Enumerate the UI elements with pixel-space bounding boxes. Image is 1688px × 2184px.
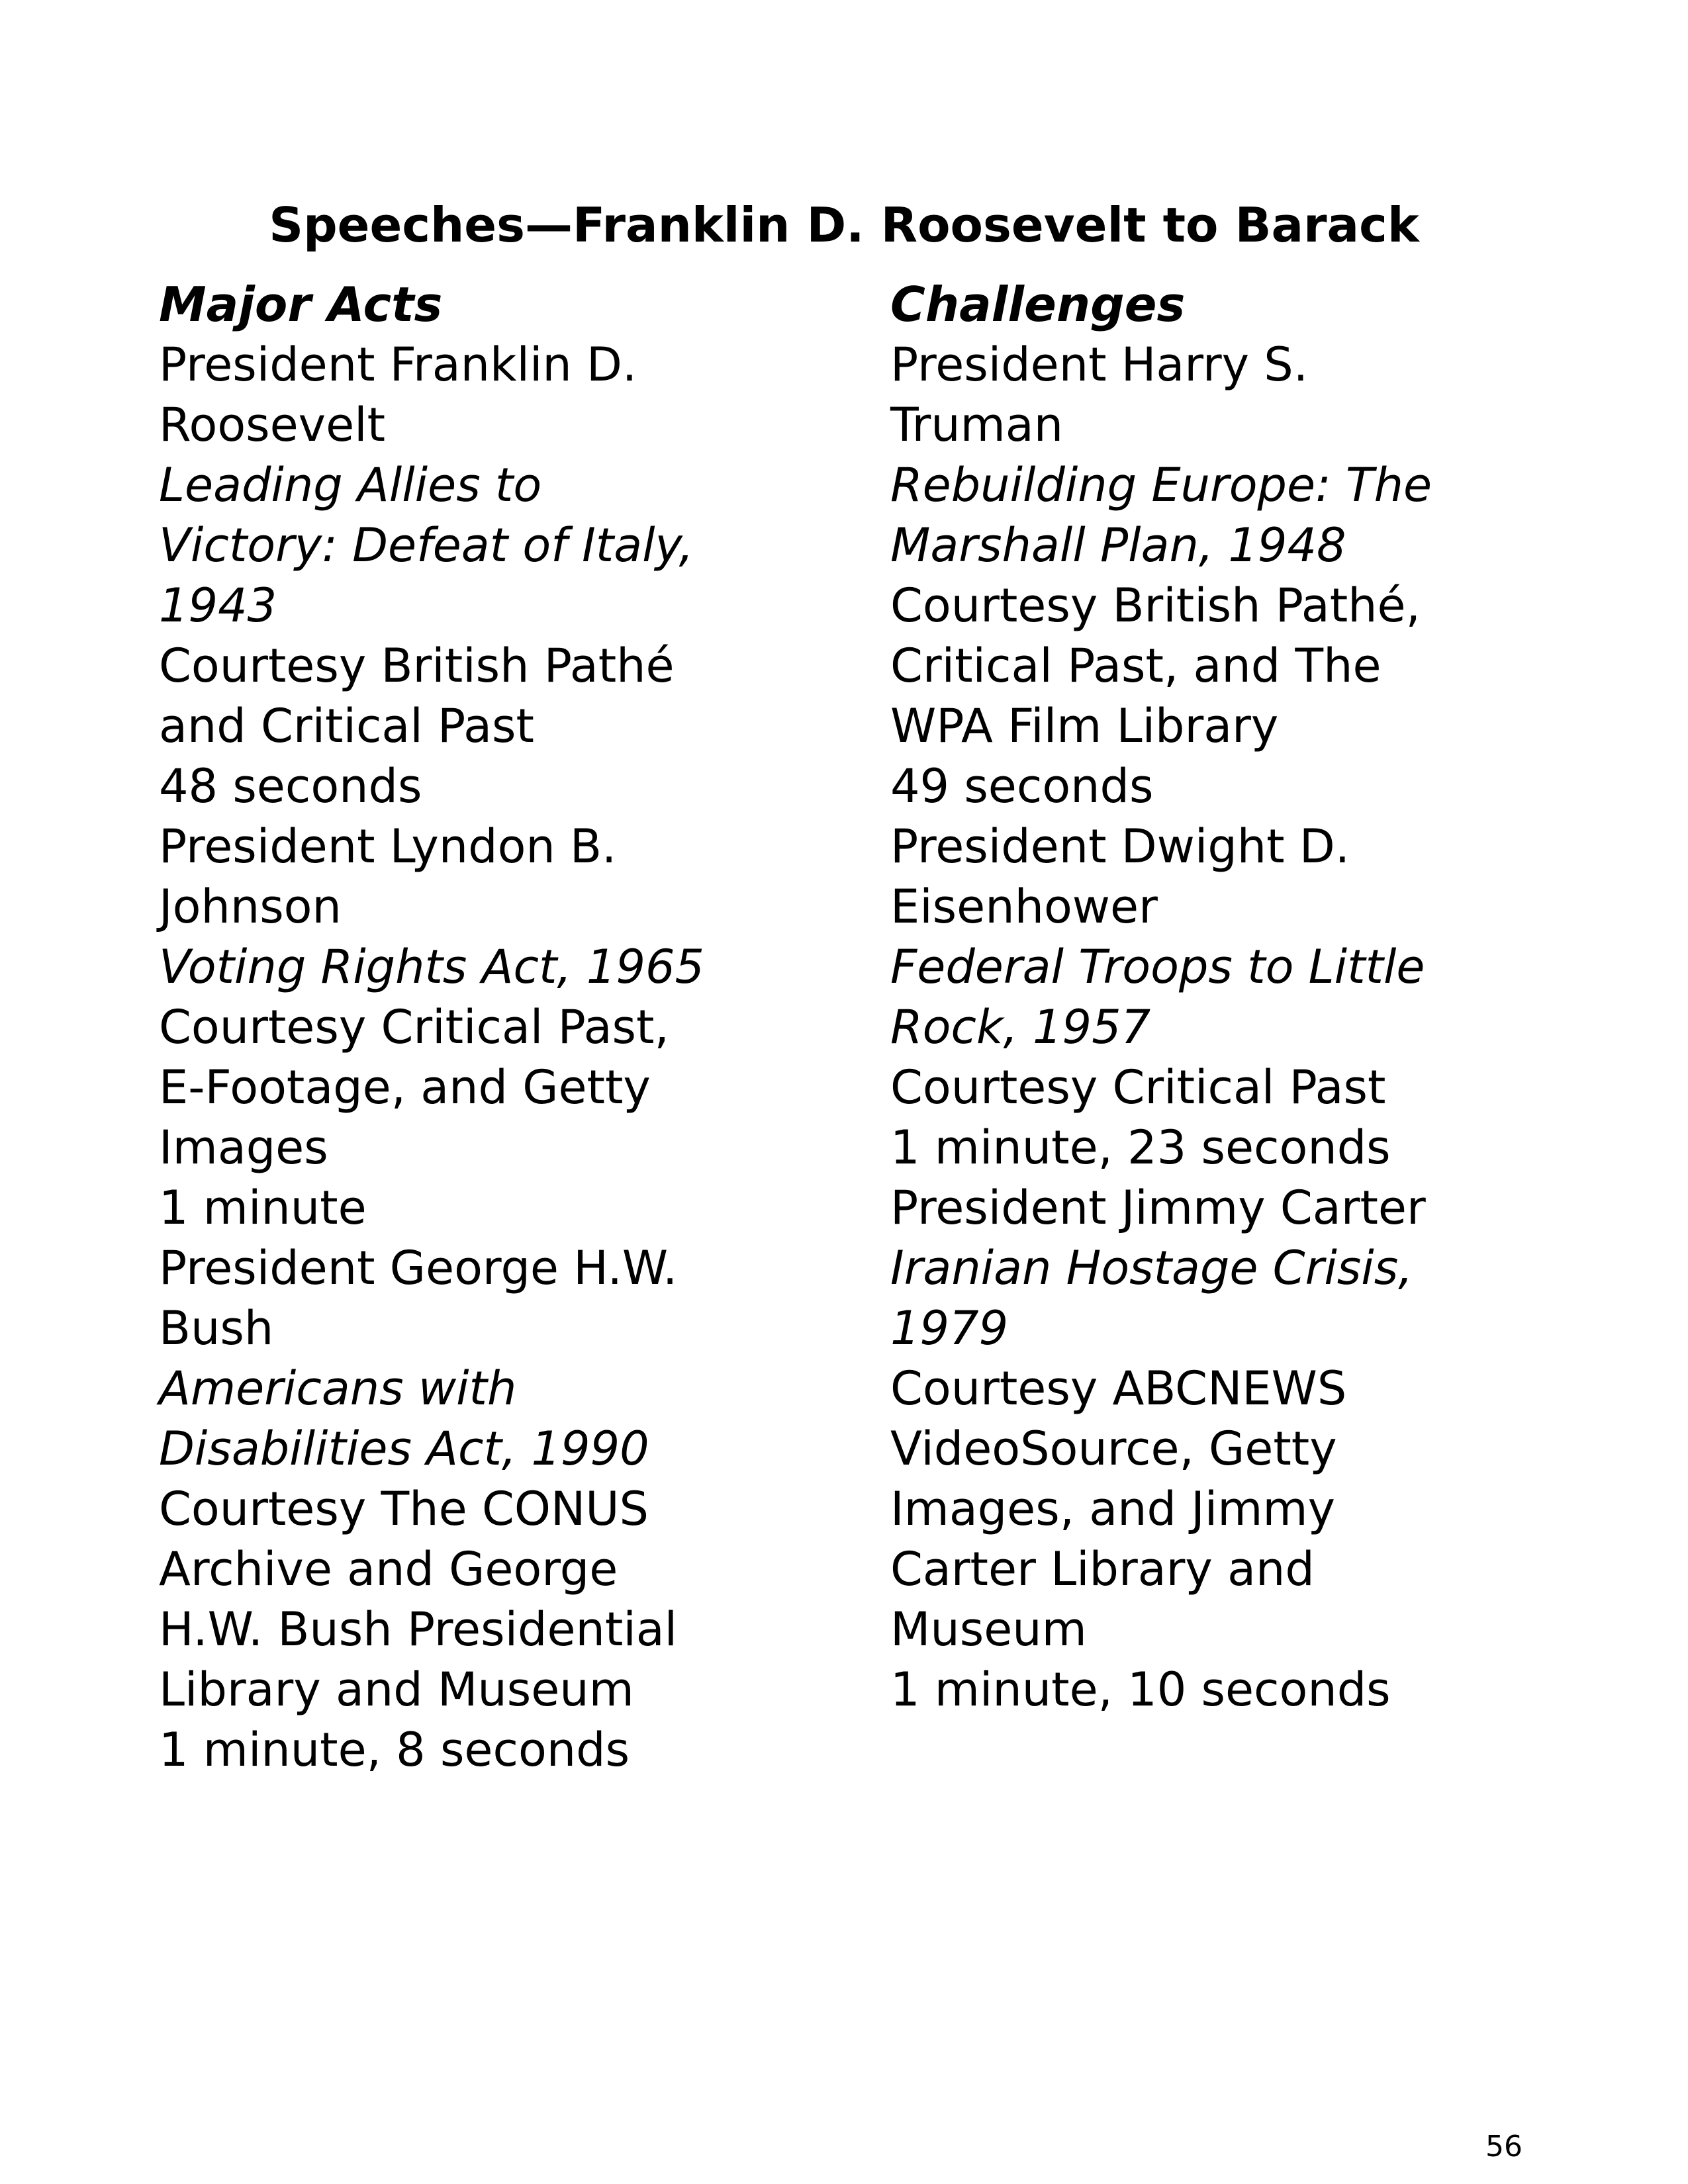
speech-courtesy: Courtesy ABCNEWS xyxy=(890,1361,1347,1416)
speech-title: Marshall Plan, 1948 xyxy=(890,518,1346,572)
speech-president: President Dwight D. xyxy=(890,819,1350,874)
speech-courtesy: Museum xyxy=(890,1602,1087,1657)
major-acts-column xyxy=(159,275,834,1780)
speech-courtesy: Library and Museum xyxy=(159,1662,634,1717)
speech-courtesy: H.W. Bush Presidential xyxy=(159,1602,678,1657)
speech-title: 1979 xyxy=(890,1301,1009,1355)
speech-title: Rock, 1957 xyxy=(890,1000,1151,1054)
speech-courtesy: Courtesy British Pathé, xyxy=(890,578,1421,633)
speech-duration: 1 minute xyxy=(159,1181,367,1235)
speech-duration: 1 minute, 10 seconds xyxy=(890,1662,1391,1717)
speech-courtesy: Courtesy Critical Past xyxy=(890,1060,1386,1115)
speech-duration: 49 seconds xyxy=(890,759,1154,813)
speech-title: Voting Rights Act, 1965 xyxy=(159,940,705,994)
speech-courtesy: Courtesy Critical Past, xyxy=(159,1000,669,1054)
speech-courtesy: WPA Film Library xyxy=(890,699,1279,753)
speech-title: Iranian Hostage Crisis, xyxy=(890,1241,1413,1295)
speech-president: President Harry S. xyxy=(890,338,1308,392)
speech-title: Victory: Defeat of Italy, xyxy=(159,518,694,572)
speech-president: Johnson xyxy=(159,880,342,934)
speech-president: President Lyndon B. xyxy=(159,819,617,874)
speech-president: President George H.W. xyxy=(159,1241,678,1295)
speech-list-major-acts xyxy=(159,335,834,1780)
speech-president: President Jimmy Carter xyxy=(890,1181,1426,1235)
speech-courtesy: Critical Past, and The xyxy=(890,639,1382,693)
speech-courtesy: Carter Library and xyxy=(890,1542,1315,1596)
challenges-column xyxy=(890,275,1566,1720)
speech-courtesy: Courtesy British Pathé xyxy=(159,639,675,693)
speech-duration: 1 minute, 8 seconds xyxy=(159,1723,630,1777)
speech-president: Roosevelt xyxy=(159,398,386,452)
speech-president: Eisenhower xyxy=(890,880,1158,934)
speech-entry xyxy=(890,1178,1566,1720)
page-number: 56 xyxy=(1485,2130,1523,2163)
speech-president: Truman xyxy=(890,398,1064,452)
speech-entry xyxy=(159,817,834,1238)
speech-entry xyxy=(890,335,1566,817)
speech-title: Federal Troops to Little xyxy=(890,940,1425,994)
speech-duration: 1 minute, 23 seconds xyxy=(890,1120,1391,1175)
column-heading-challenges: Challenges xyxy=(890,277,1186,332)
speech-courtesy: VideoSource, Getty xyxy=(890,1422,1337,1476)
column-heading-major-acts: Major Acts xyxy=(159,277,443,332)
speech-list-challenges xyxy=(890,335,1566,1720)
speech-title: 1943 xyxy=(159,578,277,633)
speech-president: Bush xyxy=(159,1301,274,1355)
speech-title: Rebuilding Europe: The xyxy=(890,458,1432,512)
speech-courtesy: Courtesy The CONUS xyxy=(159,1482,649,1536)
speech-title: Leading Allies to xyxy=(159,458,542,512)
speech-courtesy: Images xyxy=(159,1120,328,1175)
speech-title: Disabilities Act, 1990 xyxy=(159,1422,649,1476)
speech-entry xyxy=(159,335,834,817)
speech-courtesy: Archive and George xyxy=(159,1542,618,1596)
page-title: Speeches—Franklin D. Roosevelt to Barack xyxy=(269,197,1419,253)
speech-entry xyxy=(159,1238,834,1780)
speech-entry xyxy=(890,817,1566,1178)
speech-duration: 48 seconds xyxy=(159,759,422,813)
speech-title: Americans with xyxy=(159,1361,517,1416)
speech-president: President Franklin D. xyxy=(159,338,637,392)
speech-courtesy: and Critical Past xyxy=(159,699,534,753)
speech-courtesy: E-Footage, and Getty xyxy=(159,1060,651,1115)
speech-courtesy: Images, and Jimmy xyxy=(890,1482,1336,1536)
